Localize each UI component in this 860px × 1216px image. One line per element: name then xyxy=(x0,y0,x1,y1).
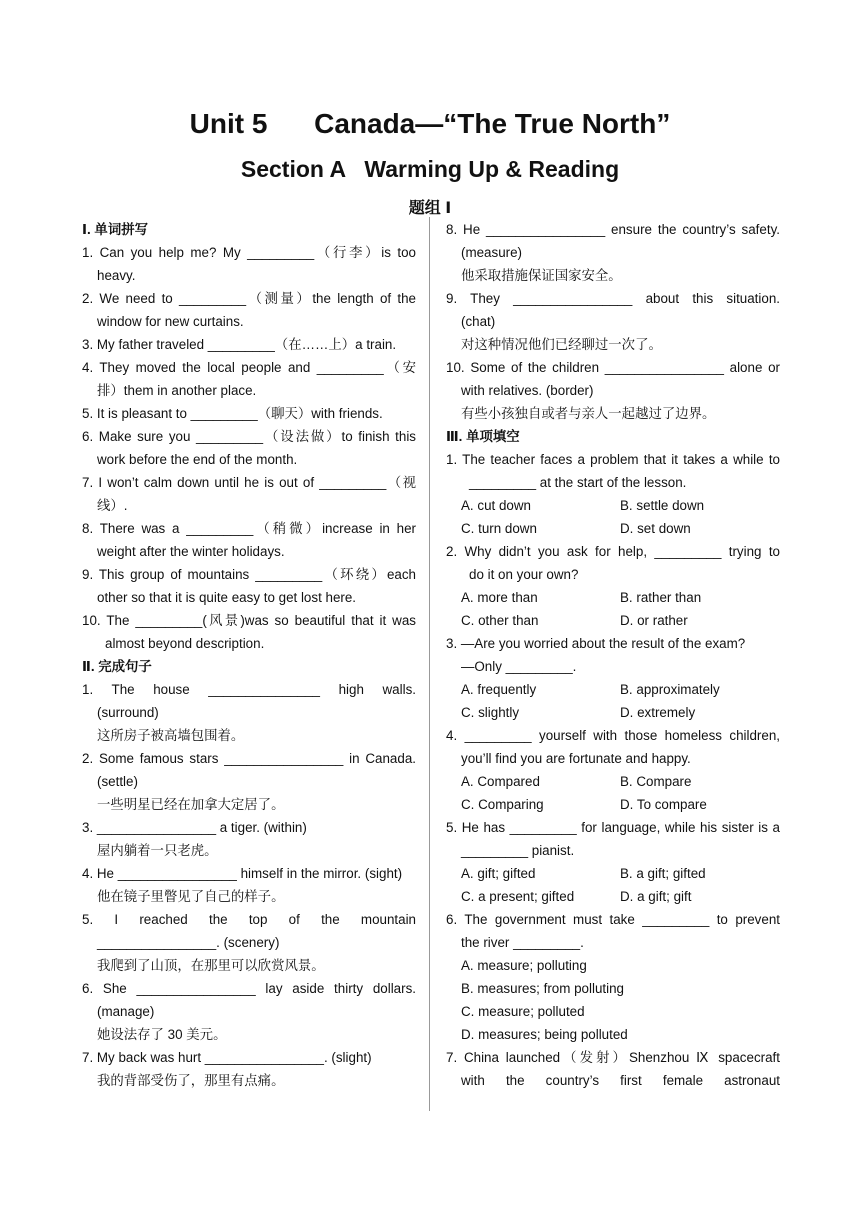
text-line: 6. Make sure you _________（设法做）to finish this xyxy=(82,429,416,444)
text-line: 4. They moved the local people and _________（安 xyxy=(82,360,416,375)
text-line: 我爬到了山顶，在那里可以欣赏风景。 xyxy=(97,958,325,973)
section-heading: Ⅲ. 单项填空 xyxy=(446,429,520,444)
text-line: the river _________. xyxy=(461,935,584,950)
option-choice: C. other than xyxy=(461,613,539,628)
text-line: 10. The _________(风景)was so beautiful that it was xyxy=(82,613,416,628)
text-line: 7. I won’t calm down until he is out of _________（视 xyxy=(82,475,416,490)
text-line: (measure) xyxy=(461,245,523,260)
text-line: 4. He ________________ himself in the mirror. (sight) xyxy=(82,866,403,881)
text-line: 1. The house _______________ high walls. xyxy=(82,682,416,697)
option-row xyxy=(446,862,780,885)
text-line: 有些小孩独自或者与亲人一起越过了边界。 xyxy=(461,406,716,421)
option-choice: A. more than xyxy=(461,590,538,605)
option-choice: B. a gift; gifted xyxy=(620,866,706,881)
option-choice: B. approximately xyxy=(620,682,720,697)
option-choice: D. extremely xyxy=(620,705,696,720)
right-column xyxy=(446,218,780,1092)
text-line: 2. Why didn’t you ask for help, _________ trying to xyxy=(446,544,780,559)
text-line: (manage) xyxy=(97,1004,155,1019)
text-line: weight after the winter holidays. xyxy=(97,544,285,559)
text-line: _________ at the start of the lesson. xyxy=(469,475,687,490)
text-line: 5. He has _________ for language, while his sister is a xyxy=(446,820,780,835)
text-line: 3. ________________ a tiger. (within) xyxy=(82,820,307,835)
text-line: —Only _________. xyxy=(461,659,577,674)
option-row xyxy=(446,609,780,632)
text-line: B. measures; from polluting xyxy=(461,981,624,996)
text-line: 8. There was a _________（稍微）increase in her xyxy=(82,521,416,536)
text-line: 2. We need to _________（测量）the length of the xyxy=(82,291,416,306)
section-heading: Ⅱ. 完成句子 xyxy=(82,659,152,674)
text-line: 线）. xyxy=(97,498,128,513)
text-line: 3. My father traveled _________（在……上）a train. xyxy=(82,337,397,352)
text-line: window for new curtains. xyxy=(97,314,244,329)
page-subtitle: Section A Warming Up & Reading xyxy=(240,156,620,182)
text-line: 排）them in another place. xyxy=(97,383,257,398)
text-line: 9. This group of mountains _________（环绕）each xyxy=(82,567,416,582)
option-row xyxy=(446,678,780,701)
text-line: heavy. xyxy=(97,268,136,283)
text-line: 5. I reached the top of the mountain xyxy=(82,912,416,927)
text-line: 2. Some famous stars ________________ in Canada. xyxy=(82,751,416,766)
option-choice: C. turn down xyxy=(461,521,537,536)
option-choice: A. cut down xyxy=(461,498,531,513)
option-choice: D. set down xyxy=(620,521,691,536)
group-label: 题组 Ⅰ xyxy=(408,200,452,217)
text-line: D. measures; being polluted xyxy=(461,1027,628,1042)
option-choice: C. slightly xyxy=(461,705,520,720)
text-line: A. measure; polluting xyxy=(461,958,587,973)
text-line: 他在镜子里瞥见了自己的样子。 xyxy=(97,889,285,904)
text-line: 我的背部受伤了，那里有点痛。 xyxy=(97,1073,285,1088)
text-line: with the country’s first female astronaut xyxy=(461,1073,780,1088)
text-line: 7. My back was hurt ________________. (slight) xyxy=(82,1050,372,1065)
text-line: 6. The government must take _________ to prevent xyxy=(446,912,780,927)
text-line: (surround) xyxy=(97,705,159,720)
text-line: (settle) xyxy=(97,774,138,789)
text-line: 这所房子被高墙包围着。 xyxy=(97,728,245,743)
option-row xyxy=(446,517,780,540)
option-row xyxy=(446,793,780,816)
text-line: 10. Some of the children ________________ alone or xyxy=(446,360,780,375)
option-choice: B. Compare xyxy=(620,774,692,789)
text-line: 5. It is pleasant to _________（聊天）with friends. xyxy=(82,406,383,421)
text-line: 7. China launched（发射）Shenzhou Ⅸ spacecraft xyxy=(446,1050,780,1065)
option-row xyxy=(446,885,780,908)
left-column xyxy=(82,218,416,1092)
option-choice: C. Comparing xyxy=(461,797,544,812)
text-line: _________ pianist. xyxy=(461,843,575,858)
text-line: you’ll find you are fortunate and happy. xyxy=(461,751,691,766)
text-line: (chat) xyxy=(461,314,496,329)
text-line: with relatives. (border) xyxy=(461,383,594,398)
text-line: work before the end of the month. xyxy=(97,452,298,467)
text-line: 她设法存了 30 美元。 xyxy=(97,1027,227,1042)
option-choice: D. or rather xyxy=(620,613,688,628)
text-line: almost beyond description. xyxy=(105,636,265,651)
option-choice: B. rather than xyxy=(620,590,702,605)
text-line: 3. —Are you worried about the result of the exam? xyxy=(446,636,746,651)
text-line: 4. _________ yourself with those homeless children, xyxy=(446,728,780,743)
page-title: Unit 5 Canada—“The True North” xyxy=(189,108,671,139)
option-row xyxy=(446,586,780,609)
option-row xyxy=(446,494,780,517)
text-line: 6. She ________________ lay aside thirty dollars. xyxy=(82,981,416,996)
text-line: 8. He ________________ ensure the country’s safety. xyxy=(446,222,780,237)
option-choice: D. a gift; gift xyxy=(620,889,692,904)
option-choice: A. Compared xyxy=(461,774,540,789)
section-heading: Ⅰ. 单词拼写 xyxy=(82,222,148,237)
text-line: 1. Can you help me? My _________（行李）is too xyxy=(82,245,416,260)
text-line: do it on your own? xyxy=(469,567,579,582)
text-line: 1. The teacher faces a problem that it takes a while to xyxy=(446,452,780,467)
text-line: 9. They ________________ about this situation. xyxy=(446,291,780,306)
option-choice: B. settle down xyxy=(620,498,705,513)
option-choice: A. frequently xyxy=(461,682,537,697)
option-row xyxy=(446,770,780,793)
option-choice: D. To compare xyxy=(620,797,707,812)
option-choice: A. gift; gifted xyxy=(461,866,536,881)
option-choice: C. a present; gifted xyxy=(461,889,575,904)
text-line: 对这种情况他们已经聊过一次了。 xyxy=(461,337,662,352)
option-row xyxy=(446,701,780,724)
text-line: 一些明星已经在加拿大定居了。 xyxy=(97,797,285,812)
column-divider xyxy=(429,217,430,1111)
text-line: 他采取措施保证国家安全。 xyxy=(461,268,622,283)
text-line: ________________. (scenery) xyxy=(97,935,280,950)
text-line: other so that it is quite easy to get lost here. xyxy=(97,590,357,605)
text-line: C. measure; polluted xyxy=(461,1004,585,1019)
text-line: 屋内躺着一只老虎。 xyxy=(97,843,218,858)
